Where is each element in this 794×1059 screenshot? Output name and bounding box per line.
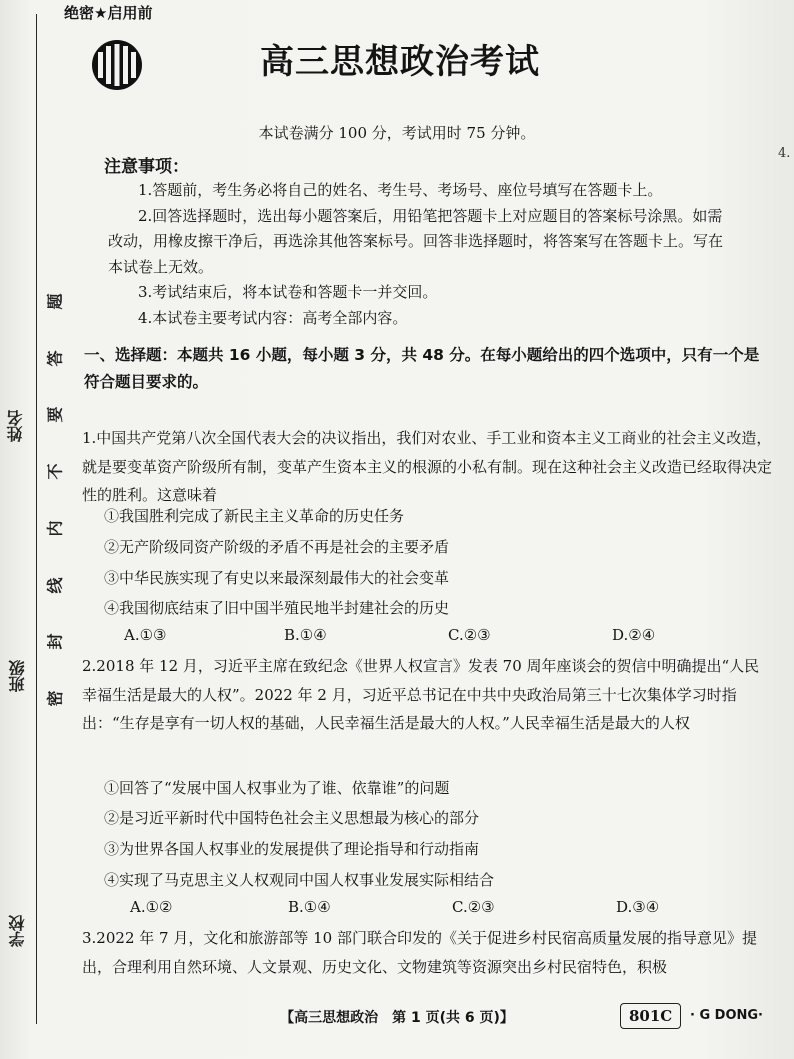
seal-char: 题: [45, 293, 65, 310]
question-1-option: ①我国胜利完成了新民主主义革命的历史任务: [104, 507, 405, 525]
question-2-choice: C.②③: [452, 898, 495, 916]
question-2-choice: B.①④: [288, 898, 331, 916]
exam-subtitle: 本试卷满分 100 分，考试用时 75 分钟。: [258, 124, 536, 142]
seal-char: 不: [45, 463, 65, 480]
seal-char: 内: [45, 520, 65, 537]
edge-page-fragment: 4.: [778, 146, 791, 161]
section-heading: 一、选择题：本题共 16 小题，每小题 3 分，共 48 分。在每小题给出的四个选项中，只有一个是符合题目要求的。: [84, 346, 760, 391]
class-label: 班级: [8, 660, 27, 692]
question-2-option: ④实现了马克思主义人权观同中国人权事业发展实际相结合: [104, 871, 495, 889]
question-1-choice: C.②③: [448, 626, 491, 644]
page-title: 高三思想政治考试: [260, 42, 540, 82]
notice-item: 1.答题前，考生务必将自己的姓名、考生号、考场号、座位号填写在答题卡上。: [138, 181, 663, 199]
seal-char: 封: [45, 633, 65, 650]
notice-item: 4.本试卷主要考试内容：高考全部内容。: [138, 308, 408, 327]
school-label: 学校: [8, 915, 27, 947]
page-footer: 【高三思想政治 第 1 页(共 6 页)】: [280, 1010, 514, 1026]
secret-label: 绝密★启用前: [64, 4, 153, 22]
notice-item: 3.考试结束后，将本试卷和答题卡一并交回。: [138, 283, 438, 301]
question-2-option: ①回答了“发展中国人权事业为了谁、依靠谁”的问题: [104, 779, 450, 797]
seal-char: 要: [45, 406, 65, 423]
seal-line-notice: [40, 290, 68, 710]
question-1-choice: D.②④: [612, 626, 656, 644]
seal-char: 答: [45, 350, 65, 367]
question-2-choice: D.③④: [616, 898, 660, 916]
notice-list: [108, 178, 728, 331]
question-2-stem: 2.2018 年 12 月，习近平主席在致纪念《世界人权宣言》发表 70 周年座谈会的贺信中明确提出“人民幸福生活是最大的人权”。2022 年 2 月，习近平总书记在中共中央政治局第三十七次集体学习时指出：“生存是享有一切人权的基础，人民幸福生活是最大的人权。”人民幸福生活是最大的人权: [82, 657, 760, 732]
publisher-logo-icon: [90, 38, 144, 92]
question-1-stem: 1.中国共产党第八次全国代表大会的决议指出，我们对农业、手工业和资本主义工商业的社会主义改造，就是要变革资产阶级所有制，变革产生资本主义的根源的小私有制。现在这种社会主义改造已经取得决定性的胜利。这意味着: [82, 429, 773, 504]
question-2-option: ②是习近平新时代中国特色社会主义思想最为核心的部分: [104, 809, 480, 827]
exam-code-badge: 801C: [620, 1003, 681, 1029]
notice-heading: 注意事项：: [104, 157, 189, 177]
question-1-option: ②无产阶级同资产阶级的矛盾不再是社会的主要矛盾: [104, 538, 450, 556]
question-2-option: ③为世界各国人权事业的发展提供了理论指导和行动指南: [104, 840, 480, 858]
binding-line: [36, 14, 37, 1024]
notice-item: 2.回答选择题时，选出每小题答案后，用铅笔把答题卡上对应题目的答案标号涂黑。如需改动，用橡皮擦干净后，再选涂其他答案标号。回答非选择题时，将答案写在答题卡上。写在本试卷上无效。: [108, 206, 724, 276]
question-1-option: ④我国彻底结束了旧中国半殖民地半封建社会的历史: [104, 599, 450, 617]
brand-label: · G DONG·: [690, 1008, 763, 1023]
question-2-choice: A.①②: [130, 898, 173, 916]
seal-char: 密: [45, 690, 65, 707]
question-1-choice: A.①③: [124, 626, 167, 644]
question-1-choice: B.①④: [284, 626, 327, 644]
question-1-option: ③中华民族实现了有史以来最深刻最伟大的社会变革: [104, 569, 450, 587]
seal-char: 线: [45, 577, 65, 594]
question-3-stem: 3.2022 年 7 月，文化和旅游部等 10 部门联合印发的《关于促进乡村民宿高质量发展的指导意见》提出，合理利用自然环境、人文景观、历史文化、文物建筑等资源突出乡村民宿特色，积极: [82, 929, 757, 976]
name-label: 姓名: [6, 410, 25, 442]
